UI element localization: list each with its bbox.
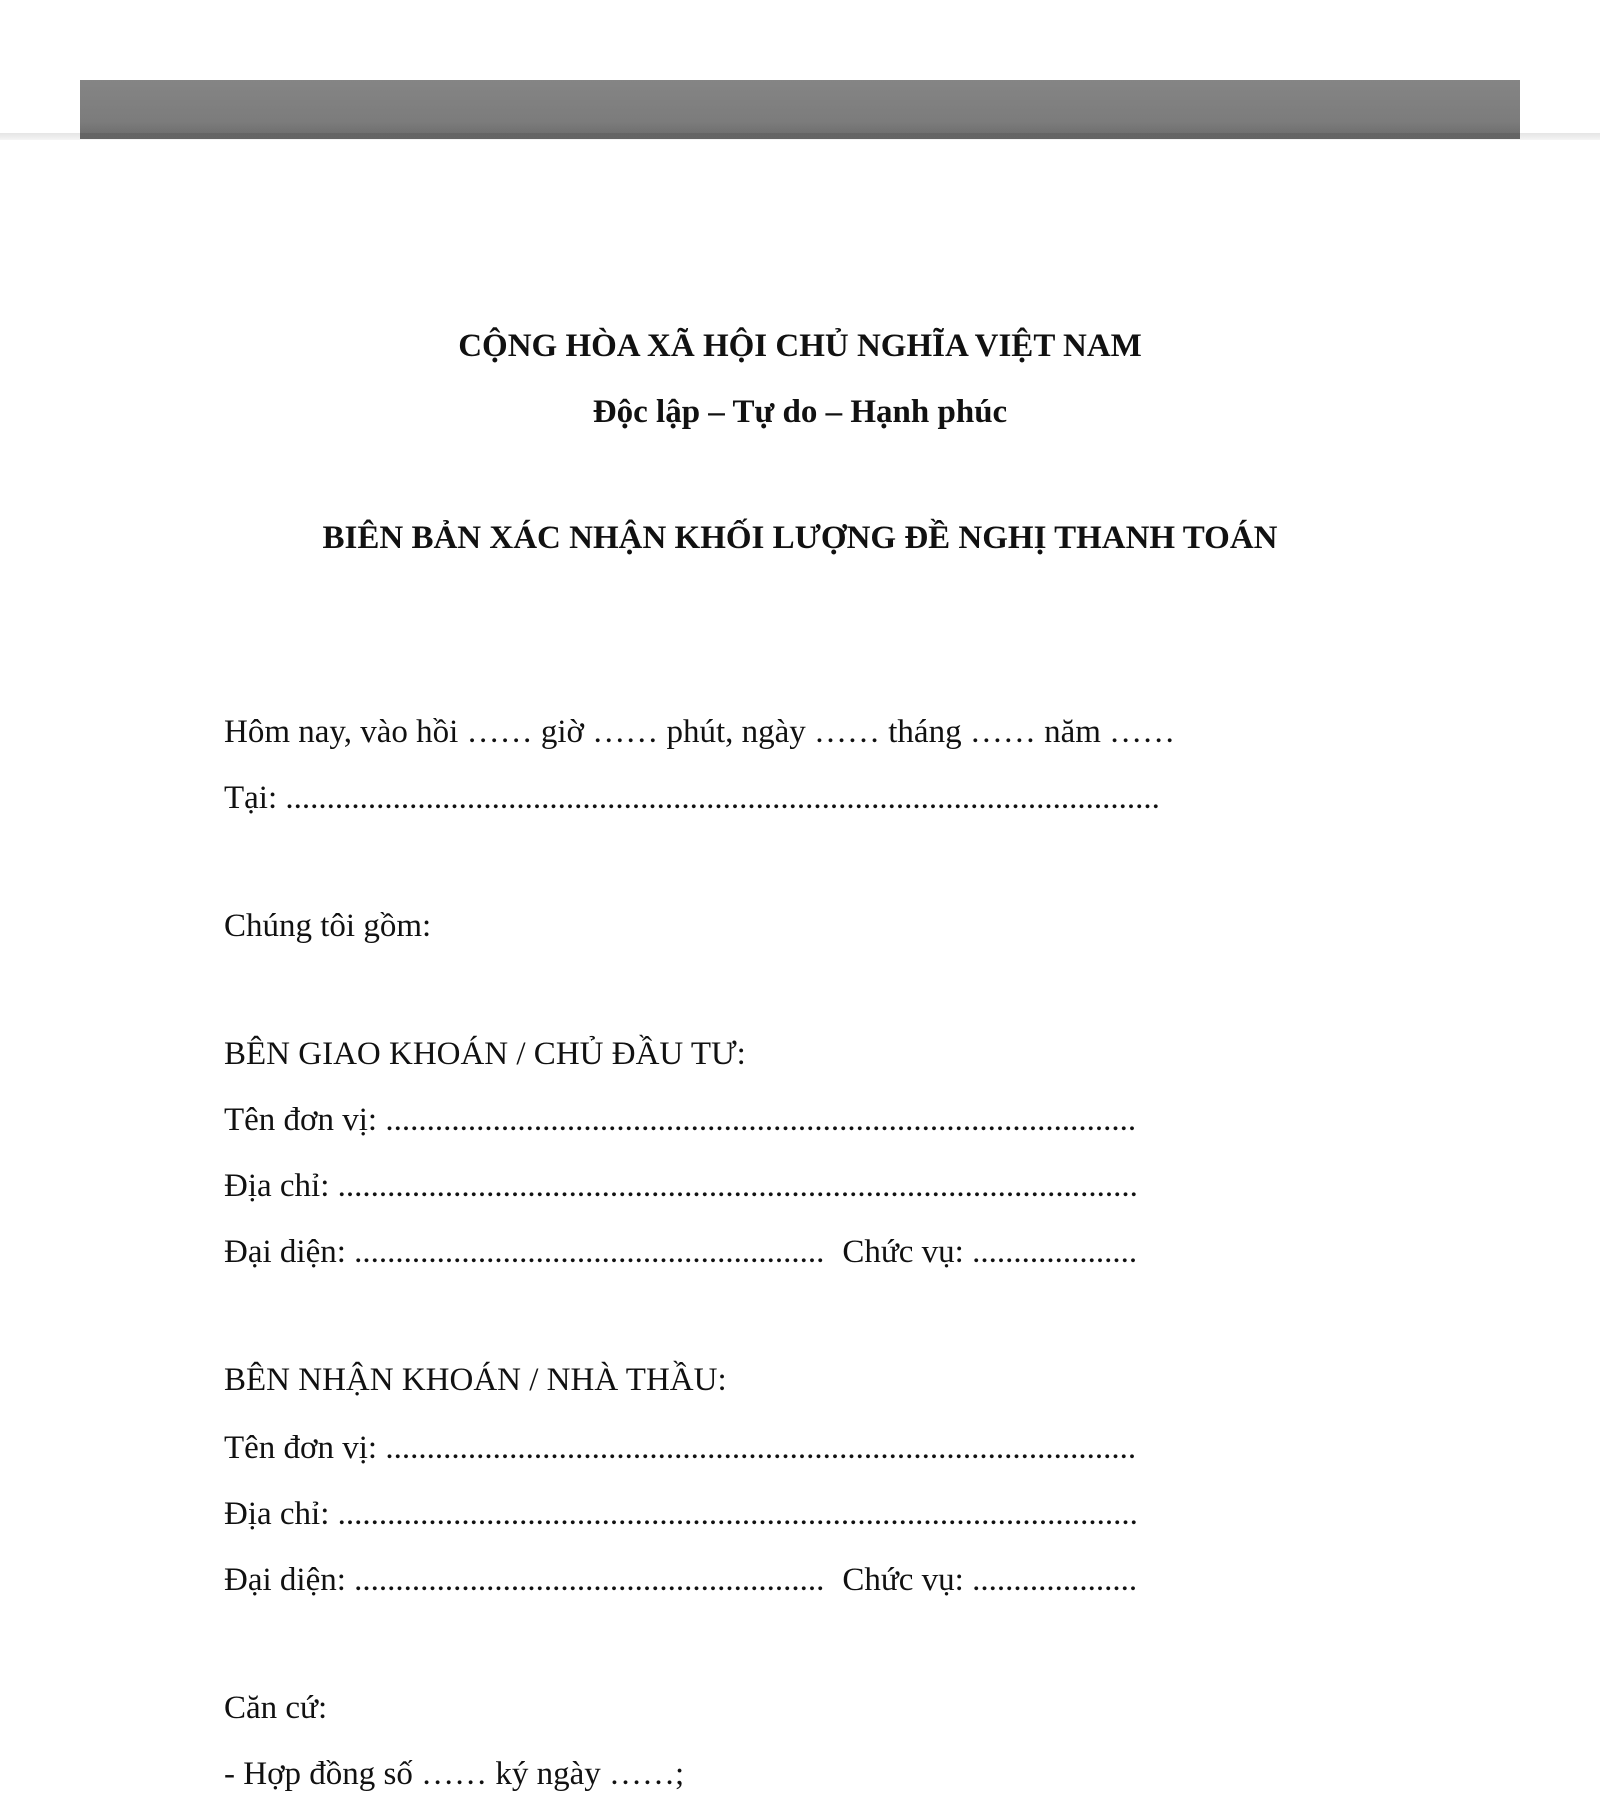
party-b-heading: BÊN NHẬN KHOÁN / NHÀ THẦU: <box>224 1362 727 1398</box>
party-a-unit-name: Tên đơn vị: ........................................................................................... <box>224 1102 1137 1138</box>
document-title: BIÊN BẢN XÁC NHẬN KHỐI LƯỢNG ĐỀ NGHỊ THANH TOÁN <box>322 520 1278 556</box>
party-b-address: Địa chỉ: ................................................................................................. <box>224 1496 1138 1532</box>
basis-heading: Căn cứ: <box>224 1690 328 1726</box>
document-page <box>0 140 1600 1800</box>
party-a-representative-row <box>224 1232 1137 1272</box>
motto: Độc lập – Tự do – Hạnh phúc <box>592 394 1008 430</box>
party-a-representative: Đại diện: ......................................................... <box>224 1234 825 1270</box>
party-b-unit-name: Tên đơn vị: ........................................................................................... <box>224 1430 1137 1466</box>
party-a-heading: BÊN GIAO KHOÁN / CHỦ ĐẦU TƯ: <box>224 1036 746 1072</box>
party-a-position: Chức vụ: .................... <box>842 1234 1138 1270</box>
date-line: Hôm nay, vào hồi …… giờ …… phút, ngày …… tháng …… năm …… <box>224 714 1176 750</box>
party-b-position: Chức vụ: .................... <box>842 1562 1138 1598</box>
party-b-representative-row <box>224 1560 1137 1600</box>
basis-item: - Hợp đồng số …… ký ngày ……; <box>224 1756 685 1792</box>
parties-intro: Chúng tôi gồm: <box>224 908 432 944</box>
viewer-toolbar <box>80 80 1520 139</box>
party-a-address: Địa chỉ: ................................................................................................. <box>224 1168 1138 1204</box>
party-b-representative: Đại diện: ......................................................... <box>224 1562 825 1598</box>
location-line: Tại: .......................................................................................................... <box>224 780 1160 816</box>
nation-heading: CỘNG HÒA XÃ HỘI CHỦ NGHĨA VIỆT NAM <box>458 328 1142 364</box>
